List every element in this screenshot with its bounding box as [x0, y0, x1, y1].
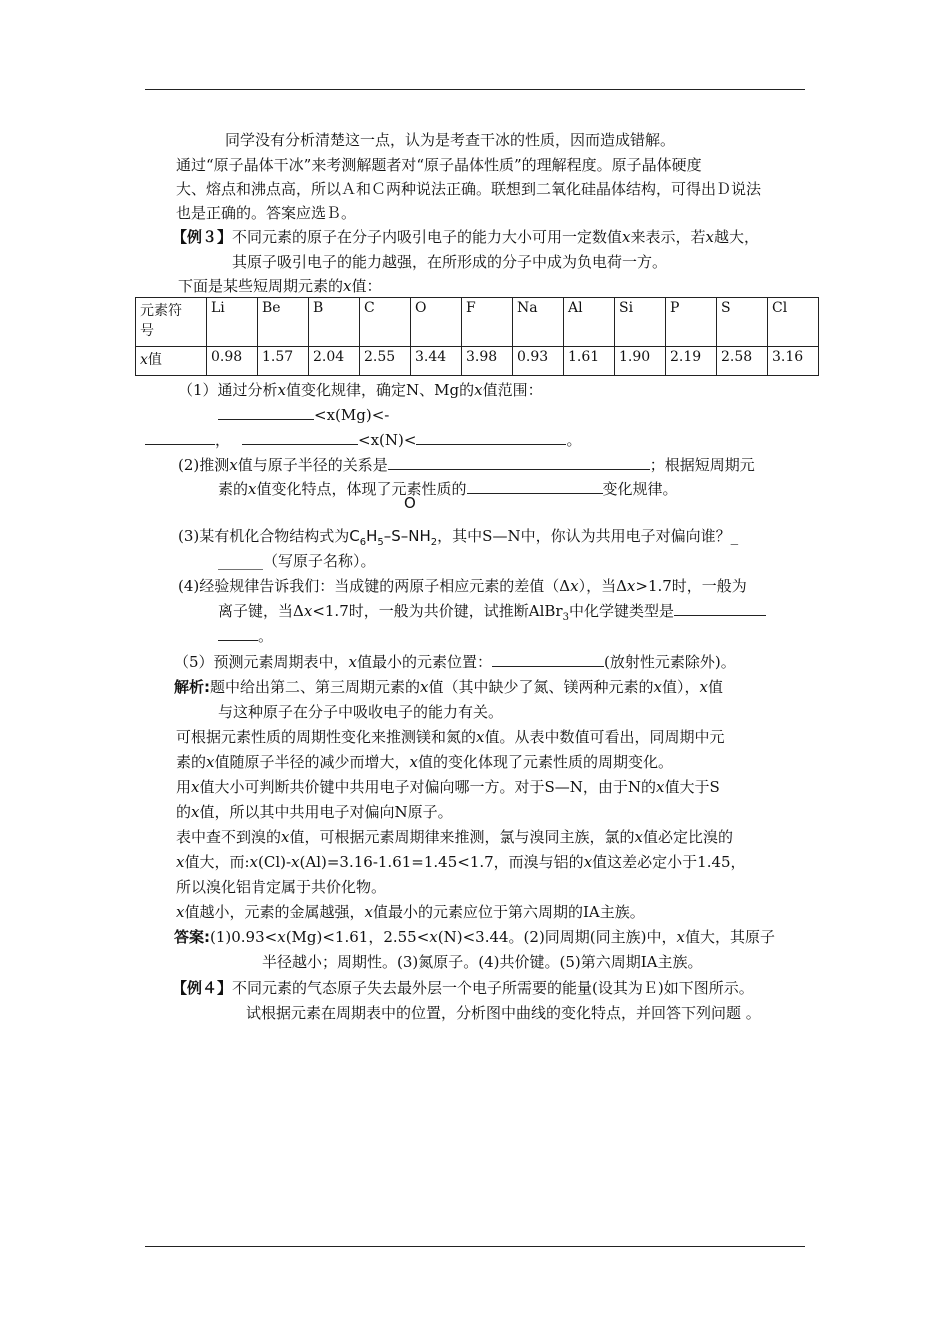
table-cell: 0.98	[207, 347, 258, 376]
answer-blank[interactable]	[388, 455, 650, 470]
paragraph-line: 所以溴化铝肯定属于共价化物。	[176, 878, 387, 896]
table-cell: 3.16	[768, 347, 819, 376]
example-4-heading: 【例４】不同元素的气态原子失去最外层一个电子所需要的能量(设其为Ｅ)如下图所示。	[172, 979, 754, 997]
answer-blank[interactable]	[674, 601, 766, 616]
paragraph-line: 可根据元素性质的周期性变化来推测镁和氮的x值。从表中数值可看出，同周期中元	[176, 728, 725, 746]
table-cell: B	[309, 298, 360, 347]
table-cell: Na	[513, 298, 564, 347]
structural-formula: $C_6H_5-S-NH_2$	[349, 527, 438, 548]
answer-blank[interactable]	[218, 626, 258, 641]
paragraph-line: 下面是某些短周期元素的x值：	[178, 277, 382, 295]
answer-blank[interactable]	[416, 430, 566, 445]
paragraph-line: 表中查不到溴的x值，可根据元素周期律来推测，氯与溴同主族，氯的x值必定比溴的	[176, 828, 733, 846]
paragraph-line: x值越小，元素的金属越强，x值最小的元素应位于第六周期的IA主族。	[176, 903, 645, 921]
table-cell: 3.98	[462, 347, 513, 376]
question-4: (4)经验规律告诉我们：当成键的两原子相应元素的差值（Δx），当Δx>1.7时，一般为	[178, 577, 747, 595]
question-2: (2)推测x值与原子半径的关系是 ；根据短周期元	[178, 456, 755, 474]
paragraph-line: x值大，而:x(Cl)-x(Al)=3.16-1.61=1.45<1.7，而溴与铝的x值这差必定小于1.45，	[176, 853, 746, 871]
table-header-cell: 元素符 号	[136, 298, 207, 347]
table-cell: Si	[615, 298, 666, 347]
table-cell: 2.58	[717, 347, 768, 376]
question-4-line-2: 离子键，当Δx<1.7时，一般为共价键，试推断AlBr$_3$中化学键类型是	[218, 599, 766, 630]
table-header-cell: x值	[136, 347, 207, 376]
table-row	[136, 298, 819, 347]
paragraph-line: 半径越小；周期性。(3)氮原子。(4)共价键。(5)第六周期IA主族。	[262, 953, 703, 971]
example-3-heading: 【例３】不同元素的原子在分子内吸引电子的能力大小可用一定数值x来表示，若x越大，	[172, 228, 759, 246]
table-cell: 3.44	[411, 347, 462, 376]
paragraph-line: 同学没有分析清楚这一点，认为是考查干冰的性质，因而造成错解。	[225, 131, 676, 149]
table-cell: Li	[207, 298, 258, 347]
paragraph-line: 的x值，所以其中共用电子对偏向N原子。	[176, 803, 453, 821]
header-rule	[145, 89, 805, 90]
question-2-line-2: 素的x值变化特点，体现了元素性质的 变化规律。	[218, 480, 678, 498]
analysis-heading: 解析:题中给出第二、第三周期元素的x值（其中缺少了氮、镁两种元素的x值），x值	[174, 678, 723, 696]
table-cell: F	[462, 298, 513, 347]
answer-blank[interactable]	[242, 430, 358, 445]
answer-blank[interactable]	[467, 479, 603, 494]
table-cell: 1.57	[258, 347, 309, 376]
table-cell: 1.90	[615, 347, 666, 376]
paragraph-line: 用x值大小可判断共价键中共用电子对偏向哪一方。对于S—N，由于N的x值大于S	[176, 778, 720, 796]
table-cell: O	[411, 298, 462, 347]
paragraph-line: 素的x值随原子半径的减少而增大，x值的变化体现了元素性质的周期变化。	[176, 753, 673, 771]
answer-blank[interactable]	[492, 652, 604, 667]
table-row	[136, 347, 819, 376]
answer-blank[interactable]	[145, 430, 215, 445]
table-cell: Al	[564, 298, 615, 347]
paragraph-line: 试根据元素在周期表中的位置，分析图中曲线的变化特点，并回答下列问题 。	[246, 1004, 761, 1022]
table-cell: Be	[258, 298, 309, 347]
table-cell: C	[360, 298, 411, 347]
question-1-line-2: <x(Mg)<-	[218, 403, 389, 427]
answer-heading: 答案:(1)0.93<x(Mg)<1.61，2.55<x(N)<3.44。(2)同周期(同主族)中，x值大，其原子	[174, 928, 775, 946]
table-cell: 2.04	[309, 347, 360, 376]
table-cell: P	[666, 298, 717, 347]
paragraph-line: 通过“原子晶体干冰”来考测解题者对“原子晶体性质”的理解程度。原子晶体硬度	[176, 156, 702, 174]
question-3: (3)某有机化合物结构式为$C_6H_5-S-NH_2$，其中S—N中，你认为共用电子对偏向谁？_	[178, 527, 739, 548]
table-cell: 1.61	[564, 347, 615, 376]
answer-blank[interactable]	[218, 405, 314, 420]
table-cell: 2.55	[360, 347, 411, 376]
paragraph-line: 其原子吸引电子的能力越强，在所形成的分子中成为负电荷一方。	[232, 253, 668, 271]
x-value-table	[135, 297, 819, 376]
question-1: （1）通过分析x值变化规律，确定N、Mg的x值范围：	[178, 381, 543, 399]
paragraph-line: 也是正确的。答案应选Ｂ。	[176, 204, 357, 222]
footer-rule	[145, 1246, 805, 1247]
table-cell: Cl	[768, 298, 819, 347]
table-cell: 0.93	[513, 347, 564, 376]
question-5: （5）预测元素周期表中，x值最小的元素位置： (放射性元素除外)。	[174, 653, 736, 671]
table-cell: 2.19	[666, 347, 717, 376]
table-cell: S	[717, 298, 768, 347]
paragraph-line: 与这种原子在分子中吸收电子的能力有关。	[218, 703, 504, 721]
question-1-line-3: ， <x(N)< 。	[145, 428, 581, 452]
paragraph-line: 大、熔点和沸点高，所以Ａ和Ｃ两种说法正确。联想到二氧化硅晶体结构，可得出Ｄ说法	[176, 180, 762, 198]
question-3-line-2: ______（写原子名称）。	[218, 552, 376, 570]
formula-oxygen: O	[404, 494, 416, 512]
question-4-line-3: 。	[218, 624, 273, 648]
